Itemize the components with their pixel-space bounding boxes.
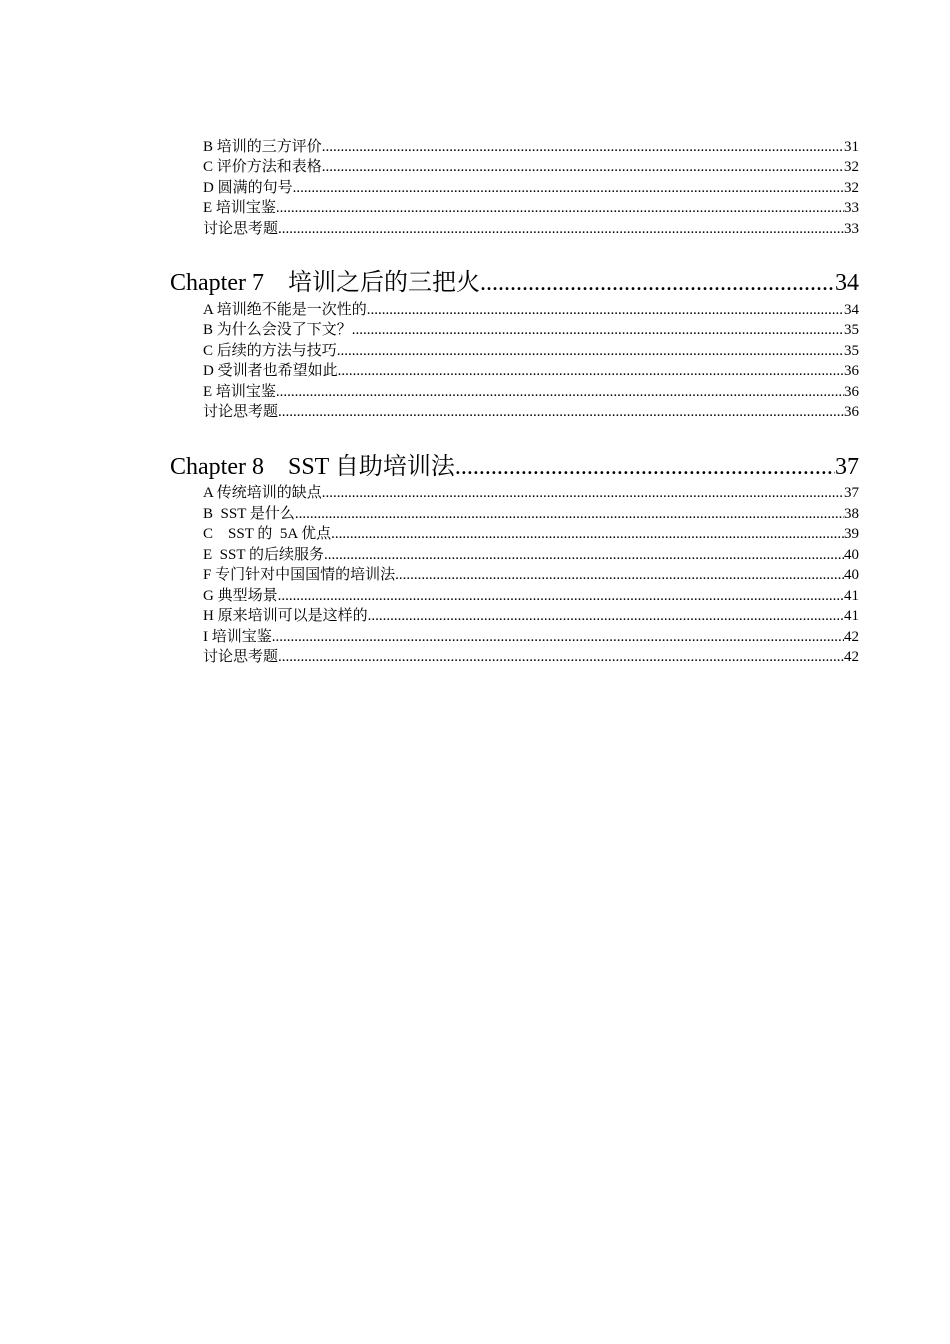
toc-entry-label: 讨论思考题 <box>203 649 279 665</box>
toc-page-number: 41 <box>844 608 859 624</box>
toc-page-number: 36 <box>844 404 859 420</box>
toc-entry[interactable] <box>203 586 859 606</box>
toc-leader-dots <box>480 268 835 298</box>
toc-leader-dots <box>322 483 844 503</box>
toc-page-number: 40 <box>844 567 859 583</box>
toc-page-number: 34 <box>844 302 859 318</box>
toc-entry-label: B 为什么会没了下文？ <box>203 322 352 338</box>
toc-leader-dots <box>278 402 844 422</box>
toc-entry-label: E SST 的后续服务 <box>203 547 324 563</box>
toc-entry[interactable] <box>203 402 859 422</box>
toc-entry-label: C SST 的 5A 优点 <box>203 526 332 542</box>
toc-leader-dots <box>367 300 844 320</box>
toc-page-number: 35 <box>844 322 859 338</box>
toc-page-number: 40 <box>844 547 859 563</box>
toc-page-number: 35 <box>844 343 859 359</box>
toc-chapter-title: Chapter 8 SST 自助培训法 <box>170 454 455 480</box>
toc-entry-label: G 典型场景 <box>203 588 278 604</box>
toc-page-number: 42 <box>844 649 859 665</box>
toc-entry-label: C 评价方法和表格 <box>203 159 322 175</box>
toc-chapter-heading[interactable] <box>170 452 859 482</box>
toc-entry-label: H 原来培训可以是这样的 <box>203 608 368 624</box>
toc-leader-dots <box>322 137 844 157</box>
toc-leader-dots <box>338 361 844 381</box>
toc-leader-dots <box>295 504 844 524</box>
toc-entry[interactable] <box>203 606 859 626</box>
toc-page-number: 36 <box>844 363 859 379</box>
toc-entry[interactable] <box>203 341 859 361</box>
toc-entry[interactable] <box>203 219 859 239</box>
toc-entry-label: 讨论思考题 <box>203 404 279 420</box>
toc-entry-label: 讨论思考题 <box>203 221 279 237</box>
toc-entry[interactable] <box>203 137 859 157</box>
toc-entry[interactable] <box>203 545 859 565</box>
toc-entry[interactable] <box>203 565 859 585</box>
toc-leader-dots <box>276 198 844 218</box>
toc-page-number: 31 <box>844 139 859 155</box>
toc-leader-dots <box>368 606 844 626</box>
toc-page-number: 41 <box>844 588 859 604</box>
toc-entry[interactable] <box>203 361 859 381</box>
toc-page-number: 33 <box>844 221 859 237</box>
toc-entry[interactable] <box>203 504 859 524</box>
toc-entry[interactable] <box>203 627 859 647</box>
toc-leader-dots <box>272 627 844 647</box>
toc-entry[interactable] <box>203 300 859 320</box>
toc-leader-dots <box>395 565 844 585</box>
toc-entry-label: I 培训宝鉴 <box>203 629 272 645</box>
toc-page-number: 33 <box>844 200 859 216</box>
toc-leader-dots <box>331 524 844 544</box>
toc-page-number: 32 <box>844 180 859 196</box>
toc-leader-dots <box>278 586 844 606</box>
toc-entry[interactable] <box>203 198 859 218</box>
toc-entry[interactable] <box>203 524 859 544</box>
toc-page-number: 37 <box>844 485 859 501</box>
toc-page-number: 32 <box>844 159 859 175</box>
toc-entry-label: B 培训的三方评价 <box>203 139 322 155</box>
toc-entry[interactable] <box>203 157 859 177</box>
toc-entry-label: F 专门针对中国国情的培训法 <box>203 567 396 583</box>
toc-entry-label: E 培训宝鉴 <box>203 384 276 400</box>
toc-chapter-heading[interactable] <box>170 268 859 298</box>
toc-page-number: 34 <box>835 270 859 296</box>
toc-entry-label: E 培训宝鉴 <box>203 200 276 216</box>
toc-leader-dots <box>455 452 835 482</box>
toc-page-number: 39 <box>844 526 859 542</box>
toc-leader-dots <box>324 545 844 565</box>
toc-entry[interactable] <box>203 483 859 503</box>
toc-leader-dots <box>293 178 844 198</box>
toc-chapter-title: Chapter 7 培训之后的三把火 <box>170 270 480 296</box>
toc-entry-label: C 后续的方法与技巧 <box>203 343 337 359</box>
toc-page-number: 37 <box>835 454 859 480</box>
toc-leader-dots <box>352 320 844 340</box>
toc-entry[interactable] <box>203 320 859 340</box>
toc-entry-label: A 培训绝不能是一次性的 <box>203 302 367 318</box>
toc-entry-label: D 受训者也希望如此 <box>203 363 338 379</box>
toc-leader-dots <box>322 157 844 177</box>
toc-entry[interactable] <box>203 178 859 198</box>
toc-entry[interactable] <box>203 382 859 402</box>
toc-entry[interactable] <box>203 647 859 667</box>
toc-page-number: 38 <box>844 506 859 522</box>
toc-leader-dots <box>337 341 844 361</box>
toc-leader-dots <box>276 382 844 402</box>
toc-leader-dots <box>278 219 844 239</box>
toc-entry-label: D 圆满的句号 <box>203 180 293 196</box>
toc-leader-dots <box>278 647 844 667</box>
toc-page-number: 36 <box>844 384 859 400</box>
toc-page-number: 42 <box>844 629 859 645</box>
toc-entry-label: A 传统培训的缺点 <box>203 485 322 501</box>
toc-entry-label: B SST 是什么 <box>203 506 295 522</box>
